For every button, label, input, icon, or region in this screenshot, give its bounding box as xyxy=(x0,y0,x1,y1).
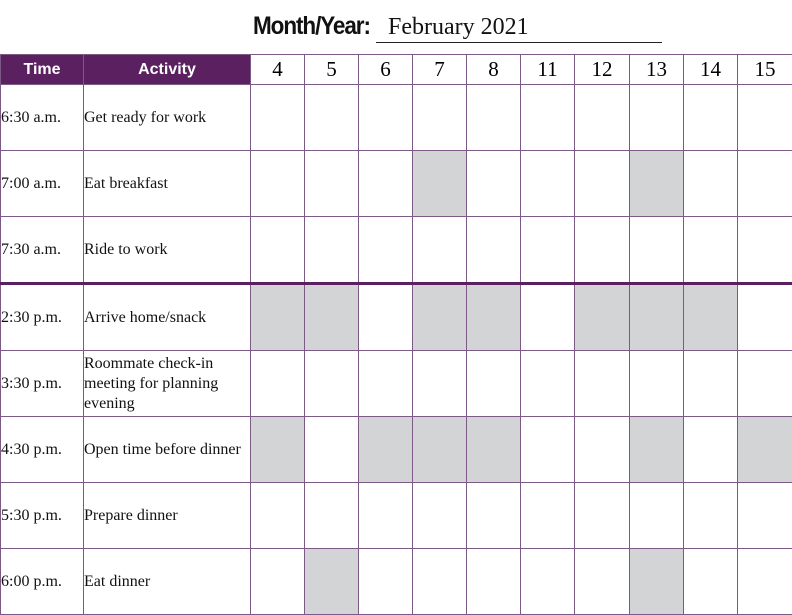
activity-cell: Ride to work xyxy=(84,217,251,284)
time-cell: 3:30 p.m. xyxy=(1,351,84,417)
month-year-value[interactable]: February 2021 xyxy=(388,14,529,41)
day-cell-shaded[interactable] xyxy=(575,284,630,351)
day-column-header: 13 xyxy=(630,55,684,85)
activity-cell: Eat breakfast xyxy=(84,151,251,217)
day-cell-empty[interactable] xyxy=(630,217,684,284)
time-cell: 2:30 p.m. xyxy=(1,284,84,351)
day-cell-empty[interactable] xyxy=(575,417,630,483)
day-column-header: 8 xyxy=(467,55,521,85)
day-cell-shaded[interactable] xyxy=(630,151,684,217)
day-cell-shaded[interactable] xyxy=(630,417,684,483)
day-cell-empty[interactable] xyxy=(359,217,413,284)
time-column-header: Time xyxy=(1,55,84,85)
activity-cell: Roommate check-in meeting for planning evening xyxy=(84,351,251,417)
day-cell-empty[interactable] xyxy=(684,549,738,615)
month-year-underline xyxy=(376,42,662,43)
day-cell-empty[interactable] xyxy=(684,417,738,483)
day-cell-empty[interactable] xyxy=(305,483,359,549)
day-cell-empty[interactable] xyxy=(305,151,359,217)
day-cell-empty[interactable] xyxy=(684,151,738,217)
day-column-header: 14 xyxy=(684,55,738,85)
activity-cell: Get ready for work xyxy=(84,85,251,151)
schedule-row xyxy=(1,483,792,549)
day-cell-empty[interactable] xyxy=(251,151,305,217)
day-column-header: 12 xyxy=(575,55,630,85)
day-cell-empty[interactable] xyxy=(359,483,413,549)
day-cell-empty[interactable] xyxy=(251,351,305,417)
schedule-row xyxy=(1,151,792,217)
day-cell-shaded[interactable] xyxy=(684,284,738,351)
day-cell-empty[interactable] xyxy=(359,549,413,615)
schedule-row xyxy=(1,351,792,417)
day-cell-empty[interactable] xyxy=(305,217,359,284)
day-cell-empty[interactable] xyxy=(251,483,305,549)
day-cell-empty[interactable] xyxy=(630,483,684,549)
day-cell-empty[interactable] xyxy=(359,85,413,151)
day-cell-shaded[interactable] xyxy=(305,284,359,351)
day-column-header: 15 xyxy=(738,55,792,85)
day-cell-empty[interactable] xyxy=(684,351,738,417)
day-cell-empty[interactable] xyxy=(251,85,305,151)
time-cell: 6:00 p.m. xyxy=(1,549,84,615)
schedule-table xyxy=(0,54,792,615)
day-cell-shaded[interactable] xyxy=(413,284,467,351)
schedule-row xyxy=(1,85,792,151)
day-cell-shaded[interactable] xyxy=(251,284,305,351)
day-cell-empty[interactable] xyxy=(359,351,413,417)
day-cell-empty[interactable] xyxy=(684,483,738,549)
time-cell: 7:30 a.m. xyxy=(1,217,84,284)
day-cell-empty[interactable] xyxy=(413,85,467,151)
day-cell-empty[interactable] xyxy=(467,483,521,549)
day-cell-empty[interactable] xyxy=(305,85,359,151)
day-cell-empty[interactable] xyxy=(413,217,467,284)
day-cell-empty[interactable] xyxy=(467,549,521,615)
schedule-row xyxy=(1,217,792,284)
day-cell-empty[interactable] xyxy=(738,483,792,549)
day-cell-empty[interactable] xyxy=(738,351,792,417)
day-cell-empty[interactable] xyxy=(413,351,467,417)
day-cell-empty[interactable] xyxy=(521,85,575,151)
schedule-row xyxy=(1,549,792,615)
day-cell-empty[interactable] xyxy=(413,549,467,615)
day-column-header: 7 xyxy=(413,55,467,85)
activity-cell: Eat dinner xyxy=(84,549,251,615)
day-cell-empty[interactable] xyxy=(467,85,521,151)
activity-cell: Open time before dinner xyxy=(84,417,251,483)
day-cell-empty[interactable] xyxy=(413,483,467,549)
day-cell-empty[interactable] xyxy=(521,217,575,284)
activity-column-header: Activity xyxy=(84,55,251,85)
day-column-header: 11 xyxy=(521,55,575,85)
day-cell-empty[interactable] xyxy=(684,85,738,151)
day-cell-empty[interactable] xyxy=(305,351,359,417)
day-cell-empty[interactable] xyxy=(738,284,792,351)
header-row xyxy=(1,55,792,85)
day-cell-empty[interactable] xyxy=(305,417,359,483)
day-cell-shaded[interactable] xyxy=(467,417,521,483)
time-cell: 6:30 a.m. xyxy=(1,85,84,151)
day-cell-empty[interactable] xyxy=(630,351,684,417)
day-cell-empty[interactable] xyxy=(467,217,521,284)
day-cell-empty[interactable] xyxy=(738,217,792,284)
day-cell-shaded[interactable] xyxy=(413,151,467,217)
day-cell-shaded[interactable] xyxy=(413,417,467,483)
day-cell-empty[interactable] xyxy=(738,151,792,217)
day-cell-empty[interactable] xyxy=(359,284,413,351)
day-cell-empty[interactable] xyxy=(575,151,630,217)
day-cell-empty[interactable] xyxy=(251,217,305,284)
activity-cell: Arrive home/snack xyxy=(84,284,251,351)
day-cell-empty[interactable] xyxy=(467,151,521,217)
day-cell-empty[interactable] xyxy=(738,549,792,615)
day-cell-empty[interactable] xyxy=(575,351,630,417)
schedule-row xyxy=(1,417,792,483)
time-cell: 4:30 p.m. xyxy=(1,417,84,483)
day-cell-empty[interactable] xyxy=(251,549,305,615)
day-column-header: 6 xyxy=(359,55,413,85)
day-cell-empty[interactable] xyxy=(684,217,738,284)
day-cell-empty[interactable] xyxy=(738,85,792,151)
day-cell-empty[interactable] xyxy=(521,351,575,417)
day-cell-empty[interactable] xyxy=(521,483,575,549)
title-row xyxy=(0,0,792,52)
day-cell-empty[interactable] xyxy=(359,151,413,217)
day-column-header: 5 xyxy=(305,55,359,85)
day-cell-empty[interactable] xyxy=(521,549,575,615)
month-year-label: Month/Year: xyxy=(253,12,370,41)
day-cell-shaded[interactable] xyxy=(630,284,684,351)
day-cell-shaded[interactable] xyxy=(630,549,684,615)
day-cell-shaded[interactable] xyxy=(251,417,305,483)
day-cell-empty[interactable] xyxy=(575,549,630,615)
day-cell-empty[interactable] xyxy=(575,483,630,549)
day-cell-empty[interactable] xyxy=(575,85,630,151)
day-cell-empty[interactable] xyxy=(521,151,575,217)
day-column-header: 4 xyxy=(251,55,305,85)
day-cell-shaded[interactable] xyxy=(305,549,359,615)
day-cell-shaded[interactable] xyxy=(359,417,413,483)
schedule-body xyxy=(1,85,792,615)
activity-cell: Prepare dinner xyxy=(84,483,251,549)
day-cell-empty[interactable] xyxy=(521,417,575,483)
day-cell-shaded[interactable] xyxy=(738,417,792,483)
day-cell-empty[interactable] xyxy=(467,351,521,417)
day-cell-empty[interactable] xyxy=(521,284,575,351)
day-cell-shaded[interactable] xyxy=(467,284,521,351)
time-cell: 5:30 p.m. xyxy=(1,483,84,549)
day-cell-empty[interactable] xyxy=(630,85,684,151)
day-cell-empty[interactable] xyxy=(575,217,630,284)
schedule-row xyxy=(1,284,792,351)
time-cell: 7:00 a.m. xyxy=(1,151,84,217)
